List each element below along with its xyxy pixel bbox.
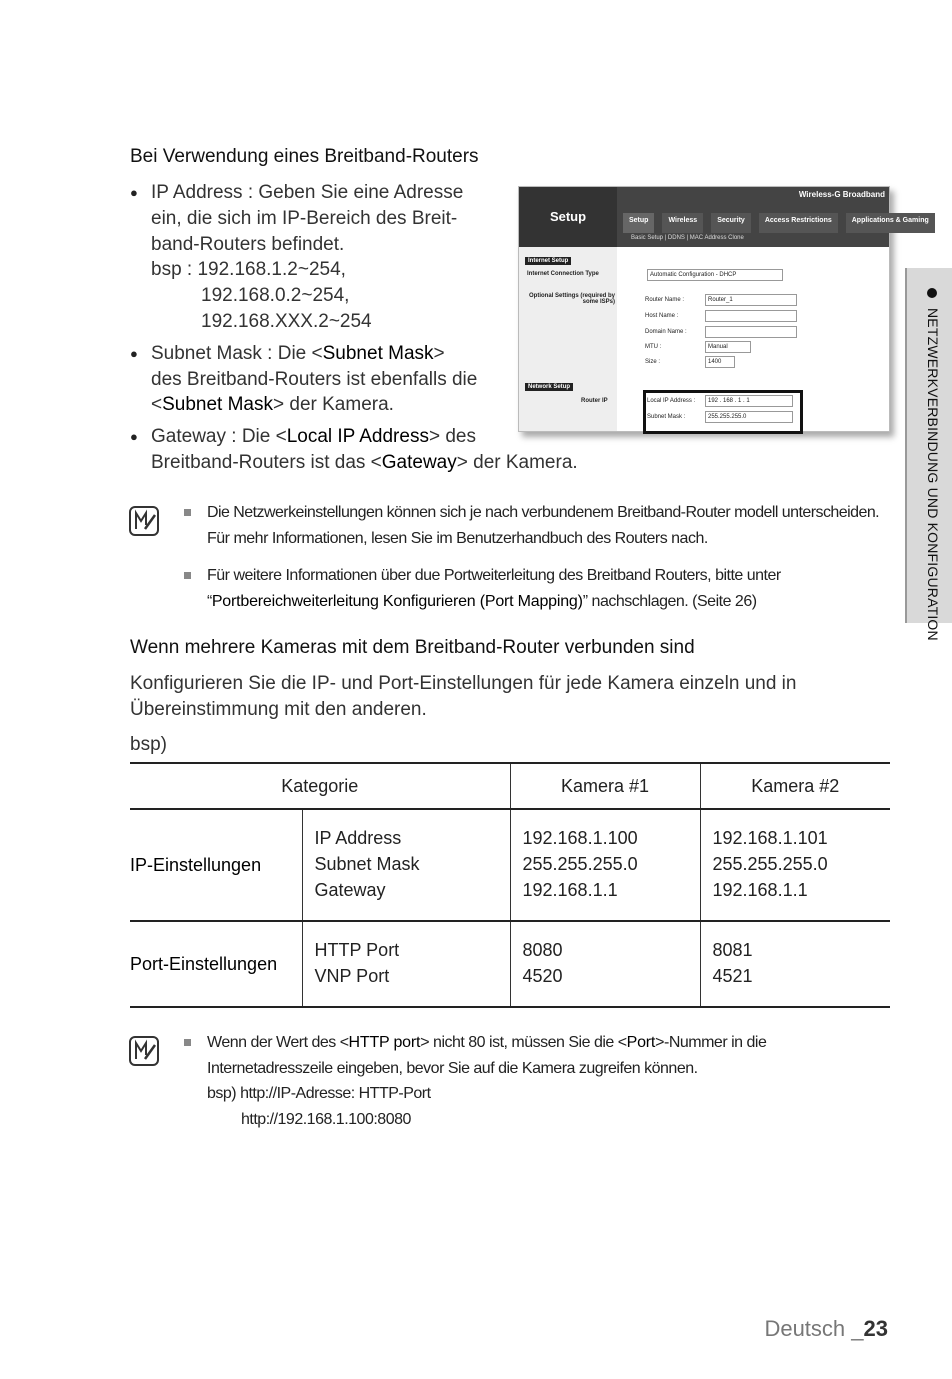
text-run: Wenn der Wert des <	[207, 1034, 349, 1051]
text-run: <	[151, 394, 163, 416]
camera1-cell	[510, 921, 700, 1007]
bold-term: Local IP Address	[286, 426, 429, 448]
router-tab-setup: Setup	[623, 213, 654, 233]
table-header-row	[130, 763, 890, 809]
subnet-mask-select: 255.255.255.0	[705, 411, 793, 423]
text-line: Die Netzwerkeinstellungen können sich je nach verbundenem Breitband-Router modell unterscheiden.	[207, 504, 880, 521]
text-run: Gateway : Die <	[151, 426, 287, 448]
header-kamera-2: Kamera #2	[700, 763, 890, 809]
router-tab-access: Access Restrictions	[759, 213, 838, 233]
text-line: Übereinstimmung mit den anderen.	[130, 698, 427, 720]
category-cell: Port-Einstellungen	[130, 921, 302, 1007]
bold-term: Port	[626, 1034, 656, 1051]
header-kategorie: Kategorie	[130, 763, 510, 809]
bold-term: HTTP port	[348, 1034, 421, 1051]
page-number: 23	[863, 1316, 888, 1341]
section-title-multiple-cameras: Wenn mehrere Kameras mit dem Breitband-Router verbunden sind	[130, 637, 695, 658]
router-name-field: Router_1	[705, 294, 797, 306]
page-footer	[764, 1316, 888, 1342]
router-name-label: Router Name :	[645, 297, 685, 303]
list-item-gateway	[130, 424, 578, 476]
router-connection-type-select: Automatic Configuration - DHCP	[647, 269, 783, 281]
text-run: >-Nummer in die	[655, 1034, 767, 1051]
note-list	[182, 500, 894, 626]
list-item-subnet-mask	[130, 341, 520, 418]
text-line: 192.168.XXX.2~254	[201, 310, 372, 332]
router-setup-logo: Setup	[519, 187, 617, 247]
note-list	[182, 1030, 894, 1144]
text-run: ” nachschlagen. (Seite 26)	[582, 592, 757, 610]
note-icon	[128, 1035, 160, 1067]
mtu-label: MTU :	[645, 344, 662, 350]
bullet-dot-icon	[927, 288, 937, 298]
domain-name-field	[705, 326, 797, 338]
router-brand: Wireless-G Broadband	[798, 190, 885, 199]
camera2-cell	[700, 809, 890, 921]
value: 8081	[712, 940, 753, 961]
camera1-cell	[510, 809, 700, 921]
text-line: des Breitband-Routers ist ebenfalls die	[151, 368, 478, 390]
text-run: > nicht 80 ist, müssen Sie die <	[420, 1034, 627, 1051]
text-run: >	[433, 342, 445, 364]
field-label: VNP Port	[314, 966, 390, 986]
text-line	[207, 589, 894, 615]
router-optional-settings-label: Optional Settings (required by some ISPs)	[529, 293, 616, 305]
text-line	[151, 341, 520, 367]
router-subtabs: Basic Setup | DDNS | MAC Address Clone	[631, 235, 744, 241]
value: 4520	[522, 966, 563, 986]
bold-term: Gateway	[381, 451, 457, 473]
text-line: Konfigurieren Sie die IP- und Port-Einstellungen für jede Kamera einzeln und in	[130, 673, 797, 694]
value: 8080	[522, 940, 563, 961]
note-item	[182, 500, 894, 551]
size-field: 1400	[705, 356, 735, 368]
value: 255.255.255.0	[712, 854, 828, 875]
highlight-box	[643, 390, 803, 434]
bold-term: Subnet Mask	[162, 394, 274, 416]
note-icon	[128, 505, 160, 537]
bold-term: Portbereichweiterleitung Konfigurieren (Port Mapping)	[211, 592, 583, 610]
text-run: > der Kamera.	[273, 394, 394, 416]
note-item	[182, 1030, 894, 1132]
value: 192.168.1.101	[712, 828, 828, 849]
value: 192.168.1.1	[522, 879, 618, 900]
size-label: Size :	[645, 359, 661, 365]
example-label: bsp)	[130, 734, 167, 755]
text-line: Internetadresszeile eingeben, bevor Sie auf die Kamera zugreifen können.	[207, 1059, 698, 1077]
subnet-mask-label: Subnet Mask :	[647, 414, 686, 420]
text-line	[151, 450, 578, 476]
value: 192.168.1.100	[522, 828, 638, 849]
text-line: band-Routers befindet.	[151, 233, 345, 255]
chapter-title: NETZWERKVERBINDUNG UND KONFIGURATION	[925, 308, 941, 641]
table-row	[130, 809, 890, 921]
text-run: “	[207, 592, 212, 610]
router-tab-applications: Applications & Gaming	[846, 213, 935, 233]
mtu-select: Manual	[705, 341, 751, 353]
value: 4521	[712, 966, 753, 986]
text-line: ● IP Address : Geben Sie eine Adresse	[151, 182, 464, 203]
chapter-side-tab-label	[925, 288, 941, 641]
text-line: bsp) http://IP-Adresse: HTTP-Port	[207, 1085, 431, 1103]
router-setup-screenshot	[518, 186, 929, 432]
text-run: > der Kamera.	[456, 451, 578, 473]
router-network-setup-label: Network Setup	[525, 383, 573, 391]
section2-paragraph	[130, 671, 796, 723]
text-run: Subnet Mask : Die <	[151, 342, 323, 364]
text-line: Für mehr Informationen, lesen Sie im Benutzerhandbuch des Routers nach.	[207, 529, 708, 547]
text-line: ein, die sich im IP-Bereich des Breit-	[151, 207, 458, 229]
example-url: http://192.168.1.100:8080	[241, 1110, 411, 1128]
router-connection-type-label: Internet Connection Type	[527, 271, 599, 277]
value: 255.255.255.0	[522, 854, 638, 875]
domain-name-label: Domain Name :	[645, 329, 687, 335]
list-item-ip-address	[130, 180, 520, 335]
fields-cell	[302, 809, 510, 921]
field-label: Gateway	[314, 879, 386, 900]
router-tab-security: Security	[711, 213, 751, 233]
router-tabs	[623, 213, 935, 233]
field-label: Subnet Mask	[314, 854, 420, 875]
text-line	[207, 1030, 894, 1056]
router-internet-setup-label: Internet Setup	[525, 257, 571, 265]
text-run: > des	[428, 426, 476, 448]
host-name-field	[705, 310, 797, 322]
fields-cell	[302, 921, 510, 1007]
field-label: HTTP Port	[314, 940, 400, 961]
chapter-side-tab	[905, 268, 952, 641]
camera-settings-table	[130, 762, 890, 1008]
table-row	[130, 921, 890, 1007]
local-ip-field: 192 . 168 . 1 . 1	[705, 395, 793, 407]
text-line: Für weitere Informationen über due Portweiterleitung des Breitband Routers, bitte unter	[207, 567, 781, 585]
text-line: 192.168.0.2~254,	[201, 285, 350, 307]
section-title-broadband-router: Bei Verwendung eines Breitband-Routers	[130, 146, 479, 167]
router-ip-label: Router IP	[581, 398, 608, 404]
note-item	[182, 563, 894, 614]
text-line	[151, 392, 520, 418]
field-label: IP Address	[314, 828, 402, 849]
local-ip-label: Local IP Address :	[647, 398, 696, 404]
text-run: Breitband-Routers ist das <	[151, 451, 382, 473]
value: 192.168.1.1	[712, 879, 808, 900]
footer-language: Deutsch _	[764, 1316, 864, 1341]
camera2-cell	[700, 921, 890, 1007]
category-cell: IP-Einstellungen	[130, 809, 302, 921]
bold-term: Subnet Mask	[322, 342, 434, 364]
router-tab-wireless: Wireless	[662, 213, 703, 233]
text-line: bsp : 192.168.1.2~254,	[151, 259, 346, 281]
header-kamera-1: Kamera #1	[510, 763, 700, 809]
text-line	[151, 424, 520, 450]
host-name-label: Host Name :	[645, 313, 679, 319]
